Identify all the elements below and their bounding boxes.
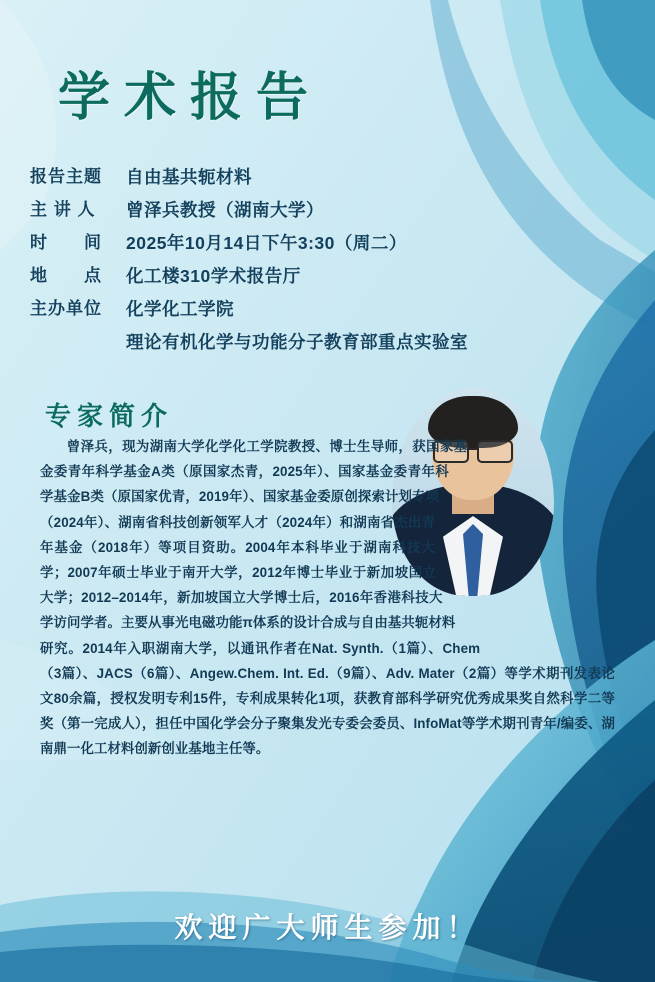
info-row — [30, 264, 630, 288]
info-label-topic: 报告主题 — [30, 167, 102, 186]
info-value-topic: 自由基共轭材料 — [126, 167, 252, 187]
info-value-speaker: 曾泽兵教授（湖南大学） — [126, 200, 324, 220]
info-row-extra — [30, 330, 630, 354]
info-row — [30, 165, 630, 189]
info-value-lab: 理论有机化学与功能分子教育部重点实验室 — [126, 332, 468, 352]
info-label-location: 地 点 — [30, 266, 102, 285]
bio-paragraph: 曾泽兵，现为湖南大学化学化工学院教授、博士生导师，获国家基金委青年科学基金A类（原国家杰青，2025年）、国家基金委青年科学基金B类（原国家优青，2019年）、国家基金委原创探索计划专项（2024年）、湖南省科技创新领军人才（2024年）和湖南省杰出青年基金（2018年）等项目资助。2004年本科毕业于湖南科技大学；2007年硕士毕业于南开大学，2012年博士毕业于新加坡国立大学；2012–2014年，新加坡国立大学博士后，2016年香港科技大学访问学者。主要从事光电磁功能π体系的设计合成与自由基共轭材料研究。2014年入职湖南大学，以通讯作者在Nat. Synth.（1篇）、Chem（3篇）、JACS（6篇）、Angew.Chem. Int. Ed.（9篇）、Adv. Mater（2篇）等学术期刊发表论文80余篇，授权发明专利15件，专利成果转化1项，获教育部科学研究优秀成果奖自然科学二等奖（第一完成人），担任中国化学会分子聚集发光专委会委员、InfoMat等学术期刊青年/编委、湖南鼎一化工材料创新创业基地主任等。 — [40, 439, 615, 757]
info-value-organizer: 化学化工学院 — [126, 299, 234, 319]
info-block — [30, 165, 630, 363]
info-row — [30, 297, 630, 321]
info-label-organizer: 主办单位 — [30, 299, 102, 318]
info-label-time: 时 间 — [30, 233, 102, 252]
info-label-speaker: 主 讲 人 — [30, 200, 96, 219]
info-value-time: 2025年10月14日下午3:30（周二） — [126, 233, 407, 253]
bio-block — [40, 434, 615, 762]
footer-welcome-text: 欢迎广大师生参加！ — [174, 911, 481, 944]
page-title: 学术报告 — [58, 67, 323, 128]
info-row — [30, 198, 630, 222]
info-row — [30, 231, 630, 255]
expert-section-heading: 专家简介 — [45, 402, 174, 432]
portrait-text-wrap-spacer — [435, 434, 615, 649]
info-value-location: 化工楼310学术报告厅 — [126, 266, 301, 286]
